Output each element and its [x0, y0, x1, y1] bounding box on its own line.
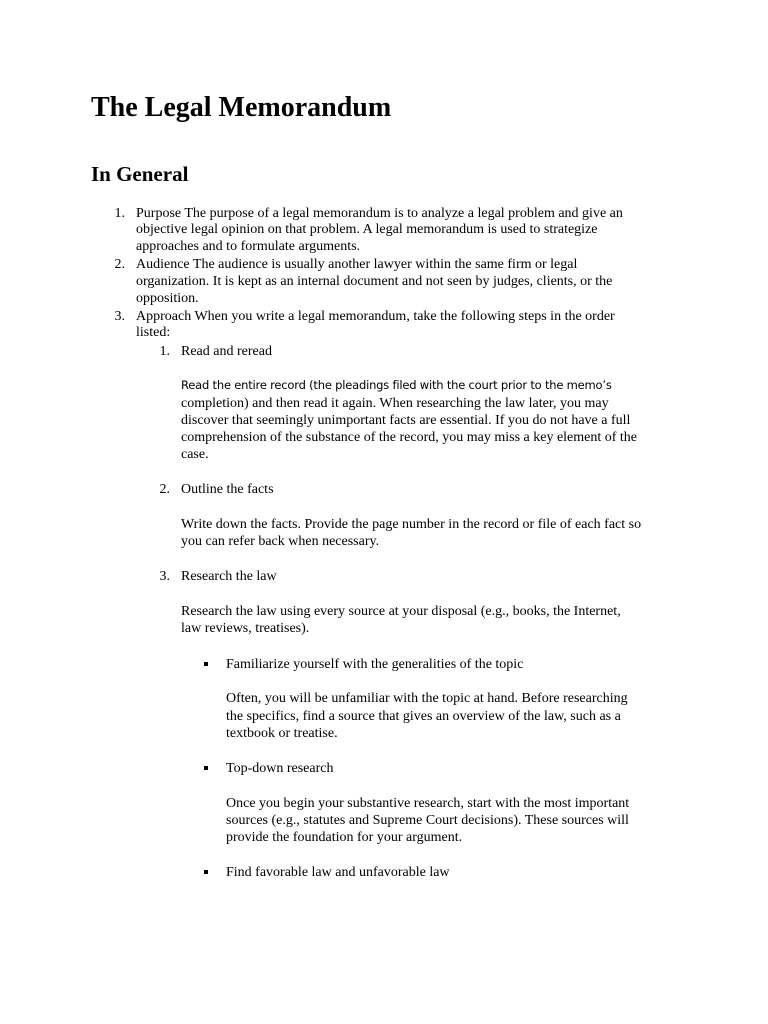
- list-item-text-line: opposition.: [136, 291, 199, 306]
- step-title: Read and reread: [181, 344, 272, 359]
- section-heading: In General: [91, 162, 189, 186]
- step-body-line: Write down the facts. Provide the page number in the record or file of each fact so: [181, 517, 642, 532]
- bullet-marker: [204, 662, 208, 666]
- list-item-text-line: Audience The audience is usually another lawyer within the same firm or legal: [136, 257, 578, 272]
- list-item-text-line: approaches and to formulate arguments.: [136, 239, 361, 254]
- step-body-line: Research the law using every source at your disposal (e.g., books, the Internet,: [181, 604, 621, 619]
- list-item-number: 2.: [114, 257, 125, 272]
- step-body-line: comprehension of the substance of the record, you may miss a key element of the: [181, 430, 638, 445]
- document-title: The Legal Memorandum: [91, 92, 392, 123]
- bullet-marker: [204, 766, 208, 770]
- bullet-body-line: Often, you will be unfamiliar with the topic at hand. Before researching: [226, 691, 628, 706]
- step-body-line: law reviews, treatises).: [181, 621, 310, 636]
- step-body-line: case.: [181, 447, 209, 462]
- bullet-body-line: Once you begin your substantive research, start with the most important: [226, 796, 630, 811]
- list-item-text-line: Purpose The purpose of a legal memorandum is to analyze a legal problem and give an: [136, 206, 623, 221]
- bullet-title: Top-down research: [226, 761, 334, 776]
- bullet-body-line: sources (e.g., statutes and Supreme Court decisions). These sources will: [226, 813, 629, 828]
- step-number: 2.: [159, 482, 170, 497]
- bullet-title: Find favorable law and unfavorable law: [226, 865, 450, 880]
- step-number: 3.: [159, 569, 170, 584]
- step-number: 1.: [159, 344, 170, 359]
- step-body-line: you can refer back when necessary.: [181, 534, 380, 549]
- bullet-body-line: textbook or treatise.: [226, 726, 338, 741]
- step-body-line: completion) and then read it again. When researching the law later, you may: [181, 396, 609, 411]
- list-item-text-line: objective legal opinion on that problem. A legal memorandum is used to strategize: [136, 222, 598, 237]
- bullet-body-line: the specifics, find a source that gives an overview of the law, such as a: [226, 709, 621, 724]
- list-item-text-line: Approach When you write a legal memorandum, take the following steps in the order: [136, 309, 615, 324]
- list-item-text-line: listed:: [136, 325, 171, 340]
- list-item-number: 1.: [114, 206, 125, 221]
- step-body-line: Read the entire record (the pleadings filed with the court prior to the memo’s: [181, 378, 612, 392]
- list-item-number: 3.: [114, 309, 125, 324]
- bullet-title: Familiarize yourself with the generalities of the topic: [226, 657, 524, 672]
- bullet-marker: [204, 870, 208, 874]
- list-item-text-line: organization. It is kept as an internal document and not seen by judges, clients, or the: [136, 274, 613, 289]
- bullet-body-line: provide the foundation for your argument.: [226, 830, 463, 845]
- step-body-line: discover that seemingly unimportant facts are essential. If you do not have a full: [181, 413, 631, 428]
- step-title: Research the law: [181, 569, 277, 584]
- step-title: Outline the facts: [181, 482, 274, 497]
